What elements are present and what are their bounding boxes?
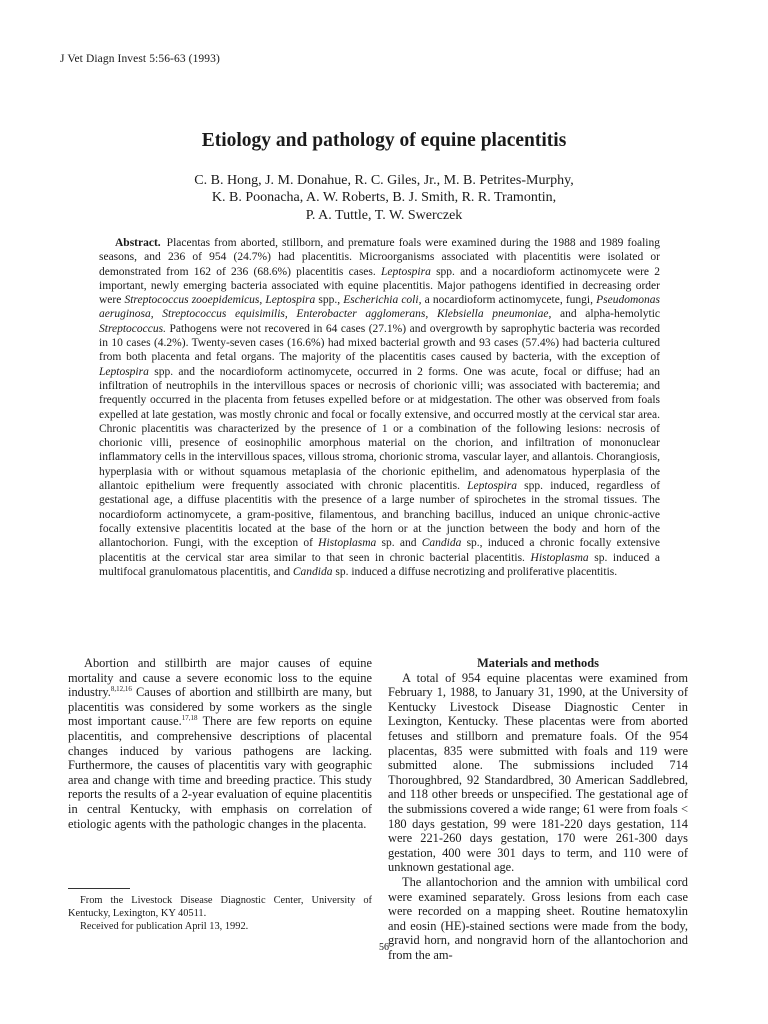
author-line: C. B. Hong, J. M. Donahue, R. C. Giles, Jr., M. B. Petrites-Murphy,: [194, 173, 574, 188]
abstract-italic: Escherichia coli,: [343, 294, 422, 307]
section-heading: Materials and methods: [477, 656, 599, 670]
abstract-italic: Leptospira: [99, 365, 149, 378]
abstract-text: spp. and a nocardioform actinomycete were 2 important, newly emerging bacteria associated with equine placentitis. Major pathogens identified in decreasing order were: [99, 265, 661, 307]
abstract-text: sp. and: [381, 537, 417, 550]
author-line: P. A. Tuttle, T. W. Swerczek: [305, 207, 463, 223]
affiliation-footnote: From the Livestock Disease Diagnostic Center, University of Kentucky, Lexington, KY 40511.: [68, 895, 372, 919]
abstract-text: a nocardioform actinomycete, fungi,: [424, 294, 593, 307]
author-list: [100, 172, 668, 224]
abstract-italic: Candida: [292, 565, 333, 578]
abstract-label: Abstract.: [115, 237, 161, 249]
abstract-text: Pathogens were not recovered in 64 cases (27.1%) and overgrowth by saprophytic bacteria was recorded in 10 cases (4.2%). Twenty-seven cases (16.6%) had mixed bacterial growth and 93 cases (57.4%) had bacteria cultured from both placenta and fetal organs. The majority of the placentitis cases caused by bacteria, with the exception of: [99, 322, 660, 364]
abstract-text: spp.,: [318, 294, 341, 307]
abstract-text: spp. and the nocardioform actinomycete, occurred in 2 forms. One was acute, focal or diffuse; had an infiltration of neutrophils in the intervillous spaces or necrosis of chorionic villi; was associated with bacteremia; and frequently occurred in the placenta from fetuses expelled before or at midgestation. The other was observed from foals expelled at late gestation, was mostly chronic and focal or focally extensive, and occurred mostly at the cervical star area. Chronic placentitis was characterized by the presence of 1 or a combination of the following lesions: necrosis of chorionic villi, presence of eosinophilic amorphous material on the chorion, and infiltration of mononuclear inflammatory cells in the intervillous spaces, villous stroma, chorionic stroma, vascular layer, and allantois. Chorangiosis, hyperplasia with or without squamous metaplasia of the chorionic epithelim, and adenomatous hyperplasia of the allantoic epithelium were frequently associated with chronic placentitis.: [99, 365, 661, 493]
abstract-text: sp., induced a chronic focally extensive placentitis at the cervical star area similar to that seen in chronic bacterial placentitis.: [99, 537, 661, 564]
intro-text: Abortion and stillbirth are major causes of equine mortality and cause a severe economic loss to the equine industry.: [68, 656, 372, 700]
abstract-italic: Leptospira: [381, 265, 431, 278]
intro-text: Causes of abortion and stillbirth are many, but placentitis was considered by some workers as the single most important cause.: [68, 685, 372, 729]
methods-paragraph: The allantochorion and the amnion with umbilical cord were examined separately. Gross lesions from each case were recorded on a mapping sheet. Routine hematoxylin and eosin (HE)-stained sections were made from the body, gravid horn, and nongravid horn of the allantochorion and from the am-: [388, 874, 688, 962]
abstract-text: sp. induced a diffuse necrotizing and proliferative placentitis.: [335, 565, 618, 578]
abstract: [99, 236, 660, 579]
footnote-rule: [68, 888, 130, 889]
abstract-italic: Pseudomonas aeruginosa, Streptococcus equisimilis, Enterobacter agglomerans, Klebsiella pneumoniae,: [99, 294, 661, 321]
abstract-italic: Streptococcus.: [99, 322, 166, 335]
abstract-italic: Candida: [421, 537, 462, 550]
abstract-italic: Leptospira: [467, 480, 517, 493]
right-column: [388, 656, 688, 962]
page-number: 56: [379, 942, 389, 953]
citation-superscript: 8,12,16: [110, 685, 132, 694]
received-footnote: Received for publication April 13, 1992.: [80, 920, 249, 932]
article-title: Etiology and pathology of equine placentitis: [201, 130, 567, 151]
abstract-italic: Streptococcus zooepidemicus, Leptospira: [124, 294, 316, 307]
running-head: J Vet Diagn Invest 5:56-63 (1993): [60, 53, 220, 65]
abstract-text: sp. induced a multifocal granulomatous placentitis, and: [99, 551, 661, 578]
methods-paragraph: A total of 954 equine placentas were examined from February 1, 1988, to January 31, 1990, at the University of Kentucky Livestock Disease Diagnostic Center in Lexington, Kentucky. These placentas were from aborted fetuses and stillborn and premature foals. Of the 954 placentas, 835 were submitted with foals and 119 were submitted alone. The submissions included 714 Thoroughbred, 92 Standardbred, 30 American Saddlebred, and 118 other breeds or unspecified. The gestational age of the submissions covered a wide range; 61 were from foals < 180 days gestation, 99 were 181-220 days gestation, 114 were 221-260 days gestation, 170 were 261-300 days gestation, 400 were 301 days to term, and 110 were of unknown gestational age.: [388, 670, 688, 875]
abstract-text: and alpha-hemolytic: [560, 308, 660, 321]
author-line: K. B. Poonacha, A. W. Roberts, B. J. Smith, R. R. Tramontin,: [211, 190, 557, 206]
abstract-text: Placentas from aborted, stillborn, and premature foals were examined during the 1988 and 1989 foaling seasons, and 236 of 954 (24.7%) had placentitis. Microorganisms associated with placentitis were isolated or demonstrated from 162 of 236 (68.6%) placentitis cases.: [99, 237, 660, 278]
abstract-italic: Histoplasma: [318, 537, 377, 550]
citation-superscript: 17,18: [181, 714, 198, 723]
footnotes: [68, 895, 372, 934]
abstract-text: spp. induced, regardless of gestational age, a diffuse placentitis with the presence of a large number of spirochetes in the stromal tissues. The nocardioform actinomycete, a gram-positive, filamentous, and branching bacillus, induced an unique chronic-active focally extensive placentitis located at the base of the horn or at the junction between the body and horn of the allantochorion. Fungi, with the exception of: [99, 480, 661, 550]
left-column: [68, 656, 372, 831]
intro-text: There are few reports on equine placentitis, and comprehensive descriptions of placental changes induced by various pathogens are lacking. Furthermore, the causes of placentitis vary with geographic area and change with time and breeding practice. This study reports the results of a 2-year evaluation of equine placentitis in central Kentucky, with emphasis on correlation of etiologic agents with the pathologic changes in the placenta.: [68, 714, 372, 831]
intro-paragraph: [68, 656, 372, 831]
abstract-italic: Histoplasma: [530, 551, 589, 564]
